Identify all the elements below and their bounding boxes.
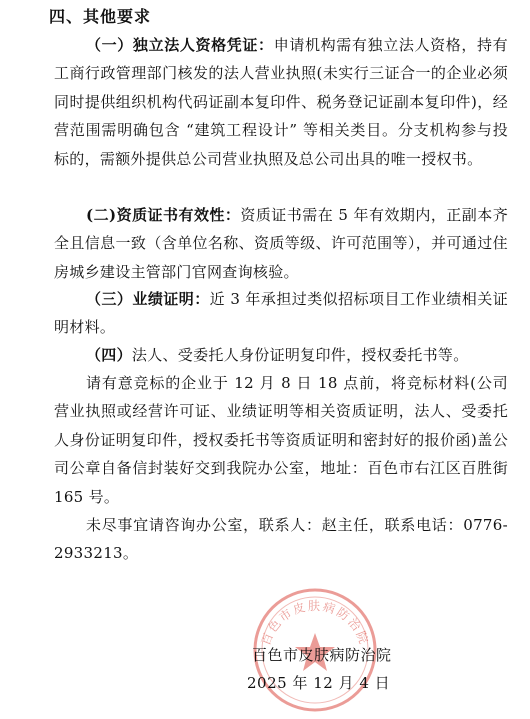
requirement-2-label: (二)资质证书有效性： [86, 206, 241, 224]
contact-info: 未尽事宜请咨询办公室，联系人：赵主任，联系电话：0776-2933213。 [54, 516, 508, 563]
requirement-1-text: 申请机构需有独立法人资格，持有工商行政管理部门核发的法人营业执照(未实行三证合一的企业必须同时提供组织机构代码证副本复印件、税务登记证副本复印件)，经营范围需明确包含 “建筑工程设计” 等相关类目。分支机构参与投标的，需额外提供总公司营业执照及总公司出具的唯一授权书。 [54, 36, 508, 168]
requirement-3-label: （三）业绩证明： [86, 290, 210, 308]
submission-instructions: 请有意竞标的企业于 12 月 8 日 18 点前，将竞标材料(公司营业执照或经营许可证、业绩证明等相关资质证明，法人、受委托人身份证明复印件，授权委托书等资质证明和密封好的报价函)盖公司公章自备信封装好交到我院办公室，地址：百色市右江区百胜街 165 号。 [54, 374, 508, 506]
issuer-name: 百色市皮肤病防治院 [252, 646, 392, 664]
requirement-3 [54, 285, 508, 342]
section-heading: 四、其他要求 [49, 7, 152, 26]
requirement-2-text: 资质证书需在 5 年有效期内，正副本齐全且信息一致（含单位名称、资质等级、许可范围等），并可通过住房城乡建设主管部门官网查询核验。 [54, 206, 509, 281]
requirement-1 [54, 31, 508, 173]
requirement-2 [54, 201, 508, 286]
requirement-1-label: （一）独立法人资格凭证： [86, 36, 274, 54]
svg-text:百色市皮肤病防治院: 百色市皮肤病防治院 [258, 599, 372, 648]
requirement-3-text: 近 3 年承担过类似招标项目工作业绩相关证明材料。 [54, 290, 508, 337]
issue-date: 2025 年 12 月 4 日 [247, 674, 391, 692]
requirement-4-text: 法人、受委托人身份证明复印件，授权委托书等。 [131, 346, 469, 364]
requirement-4-label: （四） [86, 346, 132, 364]
requirement-4 [54, 341, 508, 369]
